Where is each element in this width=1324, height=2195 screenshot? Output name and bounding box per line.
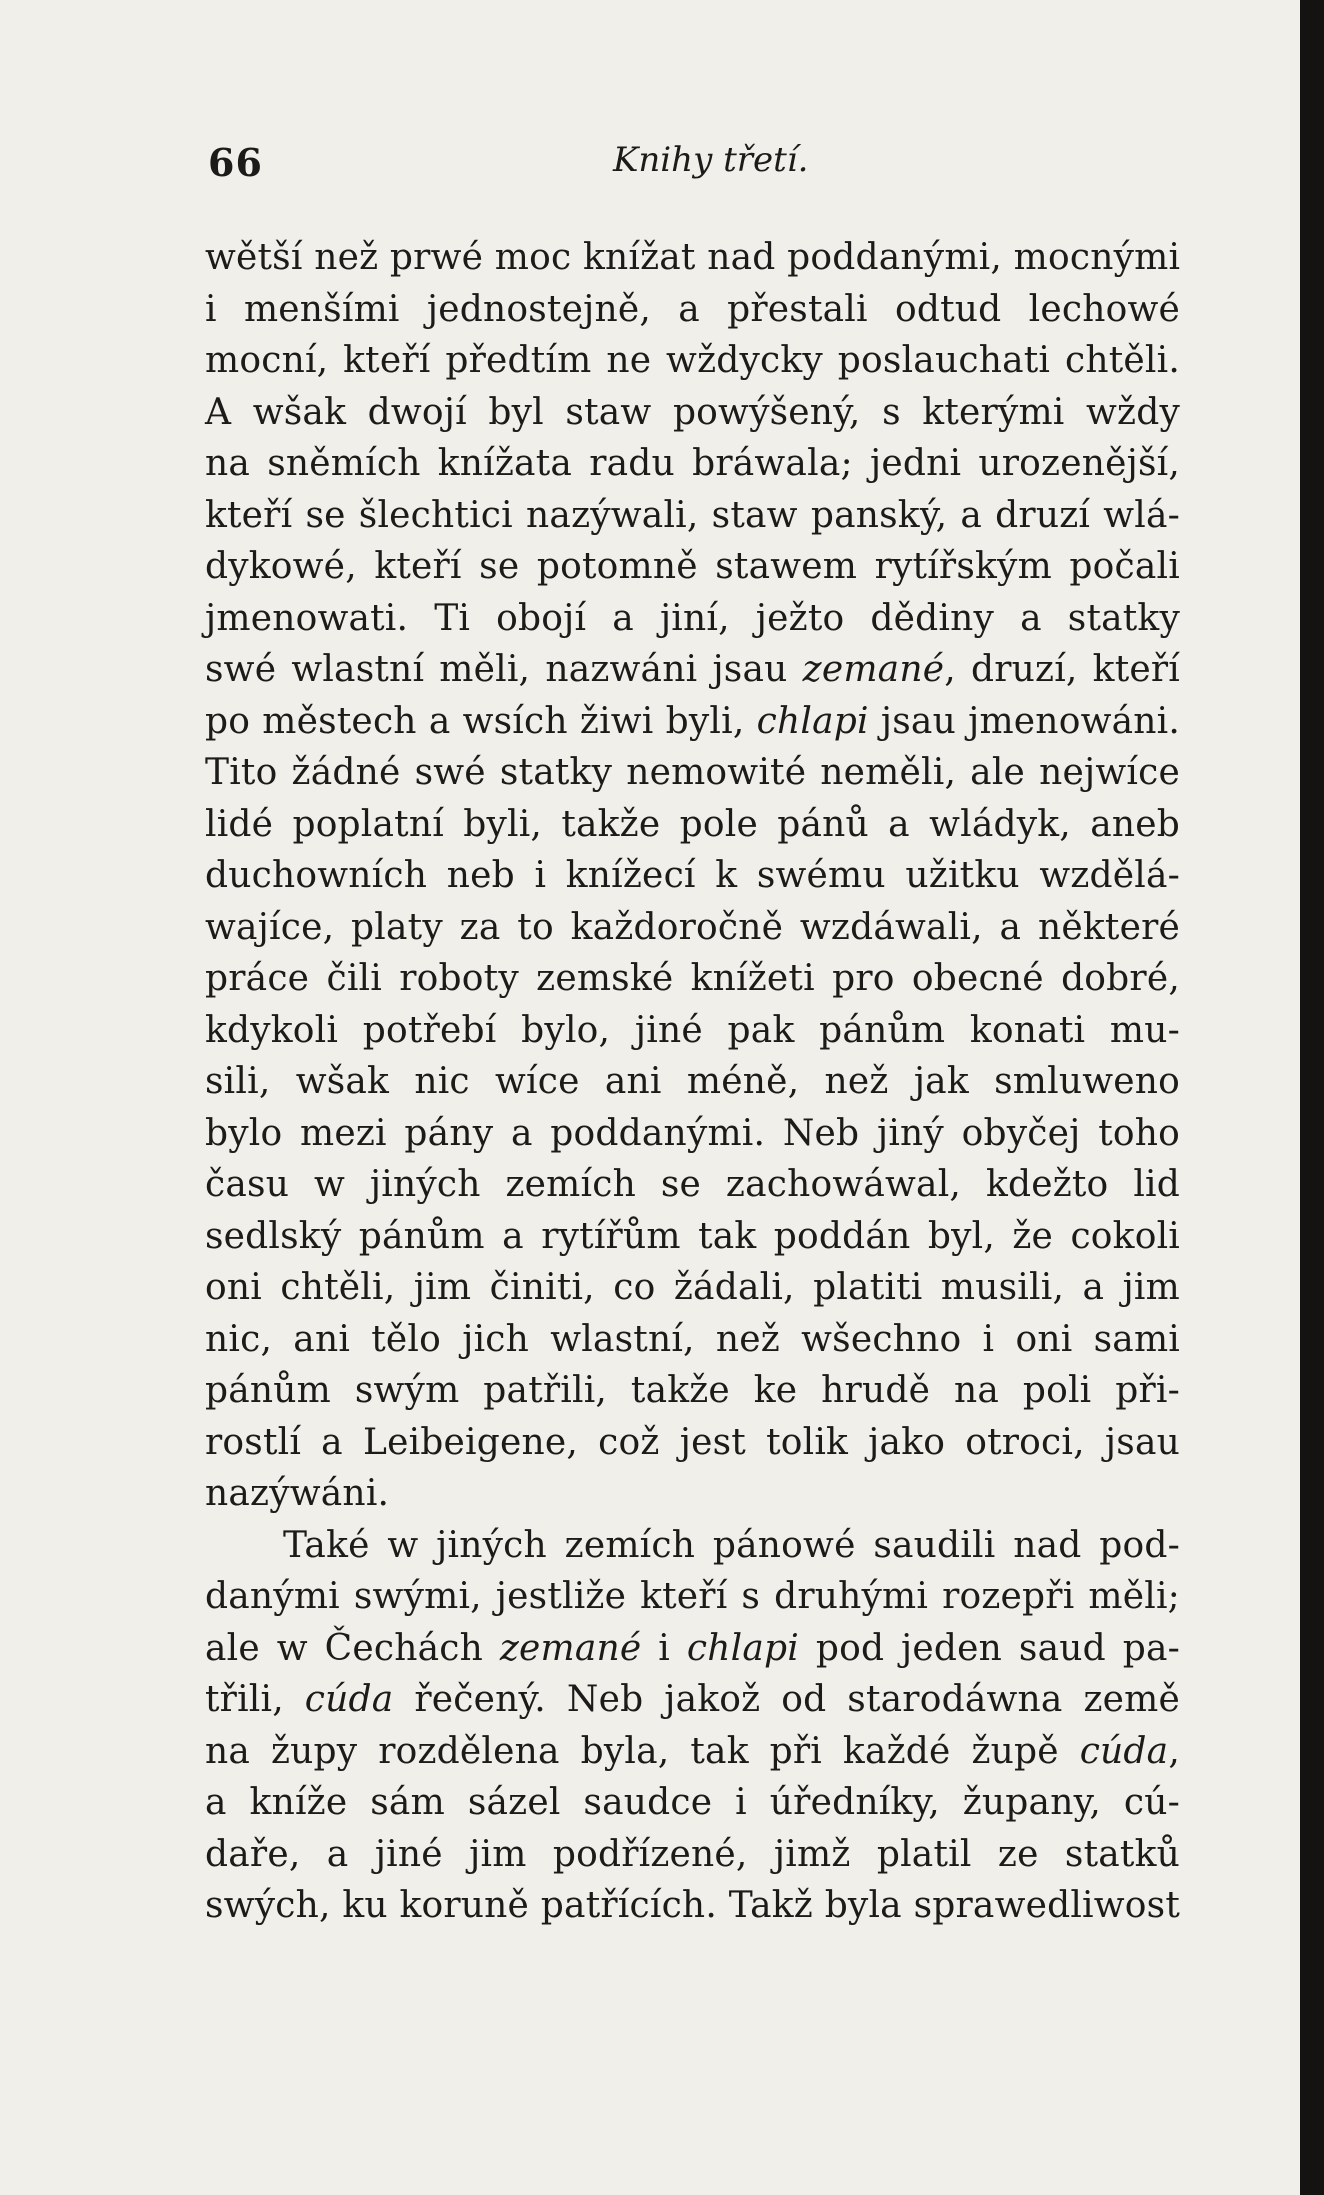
text-line: času w jiných zemích se zachowáwal, kdežto lid — [205, 1164, 1180, 1205]
text-line: wajíce, platy za to každoročně wzdáwali, a některé — [205, 906, 1180, 948]
text-line: jmenowati. Ti obojí a jiní, ježto dědiny a statky — [205, 597, 1180, 639]
page-header — [208, 140, 1178, 200]
text-line: ale w Čechách zemané i chlapi pod jeden saud pa- — [205, 1627, 1180, 1669]
text-line: nic, ani tělo jich wlastní, než wšechno i oni sami — [205, 1318, 1180, 1360]
text-line: swých, ku koruně patřících. Takž byla sprawedliwost — [205, 1885, 1180, 1926]
text-line-paragraph-end: nazýwáni. — [205, 1473, 390, 1514]
text-line-paragraph-start: Také w jiných zemích pánowé saudili nad pod- — [283, 1524, 1180, 1566]
page-number: 66 — [208, 140, 263, 185]
italic-term: zemané — [802, 649, 945, 690]
text-line: lidé poplatní byli, takže pole pánů a wládyk, aneb — [205, 803, 1180, 845]
italic-term: cúda — [304, 1679, 394, 1720]
page-edge-shadow — [1300, 0, 1324, 2195]
text-line: swé wlastní měli, nazwáni jsau zemané, druzí, kteří — [205, 649, 1180, 690]
body-text — [205, 232, 1180, 1932]
italic-term: cúda — [1079, 1730, 1169, 1772]
text-line: a kníže sám sázel saudce i úředníky, župany, cú- — [205, 1782, 1180, 1823]
italic-term: chlapi — [686, 1627, 799, 1669]
text-line: rostlí a Leibeigene, což jest tolik jako otroci, jsau — [205, 1421, 1180, 1463]
running-head: Knihy třetí. — [613, 140, 809, 180]
text-line: práce čili roboty zemské knížeti pro obecné dobré, — [205, 958, 1180, 999]
text-line: A wšak dwojí byl staw powýšený, s kterými wždy — [205, 391, 1180, 433]
text-line: po městech a wsích žiwi byli, chlapi jsau jmenowáni. — [205, 700, 1180, 742]
text-line: bylo mezi pány a poddanými. Neb jiný obyčej toho — [205, 1112, 1180, 1154]
text-line: danými swými, jestliže kteří s druhými rozepři měli; — [205, 1576, 1180, 1617]
text-line: kteří se šlechtici nazýwali, staw panský, a druzí wlá- — [205, 494, 1180, 536]
text-line: i menšími jednostejně, a přestali odtud lechowé — [205, 288, 1180, 330]
text-line: sili, wšak nic wíce ani méně, než jak smluweno — [205, 1061, 1180, 1102]
text-line: Tito žádné swé statky nemowité neměli, ale nejwíce — [205, 752, 1180, 793]
text-line: na sněmích knížata radu bráwala; jedni urozenější, — [205, 443, 1180, 484]
text-line: duchowních neb i knížecí k swému užitku wzdělá- — [205, 855, 1180, 896]
text-line: oni chtěli, jim činiti, co žádali, platiti musili, a jim — [205, 1267, 1180, 1308]
text-line: sedlský pánům a rytířům tak poddán byl, že cokoli — [205, 1215, 1180, 1257]
text-line: dykowé, kteří se potomně stawem rytířským počali — [205, 546, 1180, 587]
text-line: wětší než prwé moc knížat nad poddanými, mocnými — [205, 237, 1181, 278]
text-line: mocní, kteří předtím ne wždycky poslauchati chtěli. — [205, 340, 1180, 381]
text-line: třili, cúda řečený. Neb jakož od starodáwna země — [205, 1679, 1180, 1720]
text-line: kdykoli potřebí bylo, jiné pak pánům konati mu- — [205, 1009, 1180, 1051]
text-line: pánům swým patřili, takže ke hrudě na poli při- — [205, 1370, 1180, 1411]
text-line: na župy rozdělena byla, tak při každé župě cúda, — [205, 1730, 1180, 1772]
italic-term: zemané — [499, 1627, 642, 1669]
text-line: daře, a jiné jim podřízené, jimž platil ze statků — [205, 1833, 1180, 1875]
italic-term: chlapi — [756, 700, 869, 742]
